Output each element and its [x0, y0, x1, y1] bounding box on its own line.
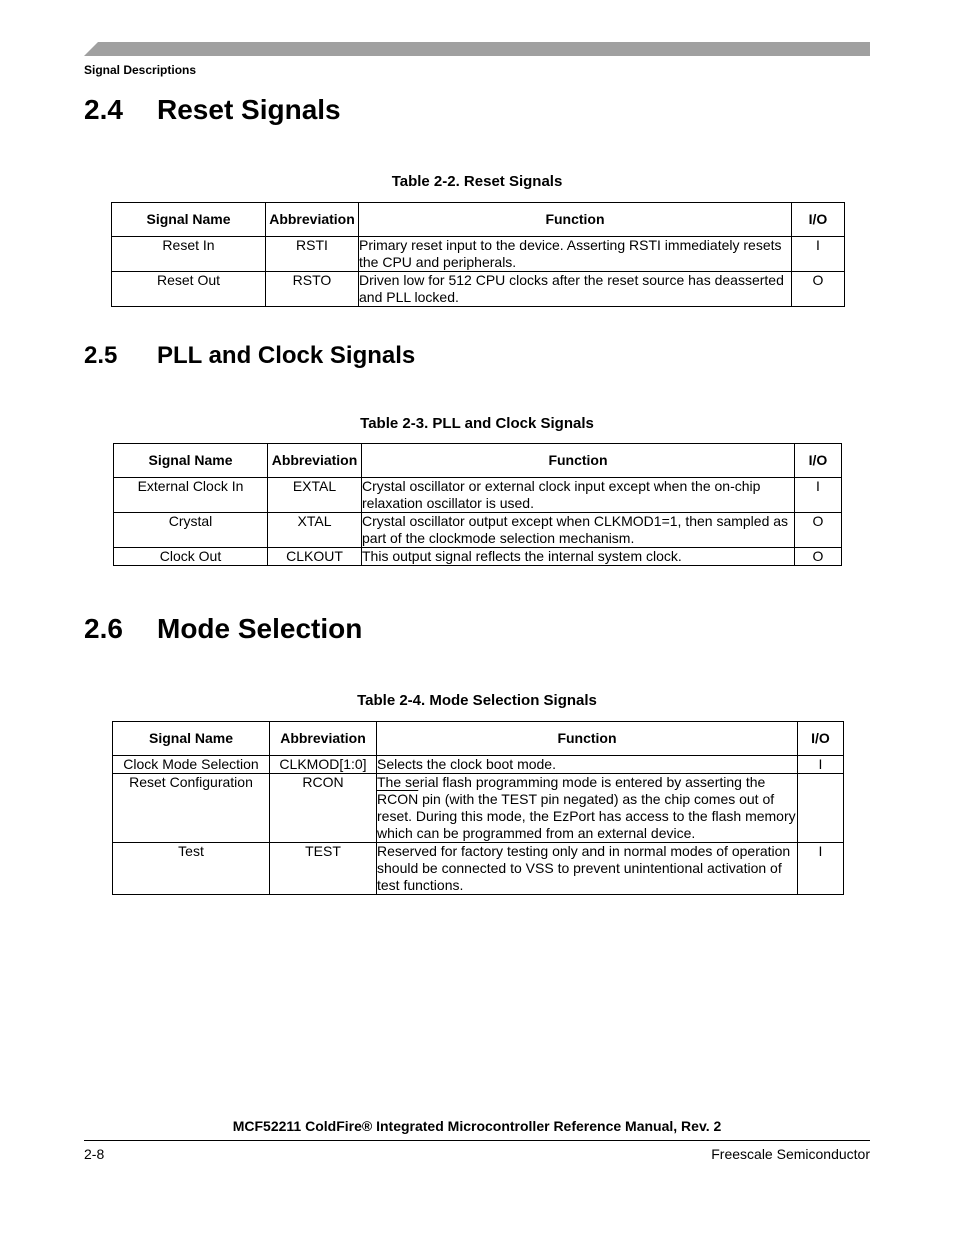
column-header: Signal Name [113, 722, 270, 756]
abbreviation-cell: CLKOUT [268, 548, 362, 566]
column-header: Function [359, 203, 792, 237]
io-cell: O [795, 513, 842, 548]
section-title: Reset Signals [157, 94, 341, 125]
section-number: 2.6 [84, 613, 123, 644]
function-cell: Reserved for factory testing only and in normal modes of operation should be connected to VSS to prevent unintentional activation of test functions. [377, 843, 798, 895]
signal-name-cell: Reset Out [112, 272, 266, 307]
table-caption: Table 2-3. PLL and Clock Signals [360, 415, 594, 432]
mode-selection-signals-table [112, 721, 844, 895]
abbreviation-cell: TEST [270, 843, 377, 895]
pll-clock-signals-table [113, 443, 842, 566]
table-row [112, 272, 845, 307]
abbreviation-cell: CLKMOD[1:0] [270, 756, 377, 774]
section-title: Mode Selection [157, 613, 363, 644]
section-number: 2.5 [84, 342, 118, 369]
footer-title: MCF52211 ColdFire® Integrated Microcontroller Reference Manual, Rev. 2 [232, 1118, 722, 1134]
section-title: PLL and Clock Signals [157, 342, 416, 369]
function-text: Primary reset input to the device. Asserting [359, 237, 630, 253]
signal-name-cell: External Clock In [114, 478, 268, 513]
signal-name-cell: Clock Mode Selection [113, 756, 270, 774]
table-row [113, 756, 844, 774]
reset-signals-table [111, 202, 845, 307]
abbreviation-cell [270, 774, 377, 843]
section-heading-pll [84, 342, 415, 370]
column-header: I/O [795, 444, 842, 478]
signal-name-cell: Test [113, 843, 270, 895]
column-header: Abbreviation [266, 203, 359, 237]
function-cell: Selects the clock boot mode. [377, 756, 798, 774]
function-cell [359, 237, 792, 272]
io-cell: I [798, 843, 844, 895]
signal-name-cell: Reset Configuration [113, 774, 270, 843]
table-header-row [112, 203, 845, 237]
io-cell: I [795, 478, 842, 513]
page-number: 2-8 [84, 1146, 105, 1162]
abbreviation-cell [266, 237, 359, 272]
io-cell: O [795, 548, 842, 566]
io-cell: I [792, 237, 845, 272]
active-low-abbreviation: RSTO [292, 272, 332, 288]
function-cell: Crystal oscillator or external clock input except when the on-chip relaxation oscillator is used. [362, 478, 795, 513]
abbreviation-cell: EXTAL [268, 478, 362, 513]
column-header: Function [362, 444, 795, 478]
company-name: Freescale Semiconductor [711, 1146, 870, 1162]
table-row [113, 774, 844, 843]
abbreviation-cell: XTAL [268, 513, 362, 548]
active-low-signal: RSTI [629, 237, 661, 253]
table-row [113, 843, 844, 895]
column-header: Abbreviation [270, 722, 377, 756]
column-header: Function [377, 722, 798, 756]
function-cell: This output signal reflects the internal system clock. [362, 548, 795, 566]
table-row [114, 513, 842, 548]
function-cell: Crystal oscillator output except when CLKMOD1=1, then sampled as part of the clockmode selection mechanism. [362, 513, 795, 548]
section-heading-reset [84, 94, 341, 126]
section-number: 2.4 [84, 94, 123, 125]
table-header-row [113, 722, 844, 756]
function-text: immediately resets the CPU and peripherals. [359, 237, 782, 270]
column-header: Abbreviation [268, 444, 362, 478]
running-head: Signal Descriptions [84, 63, 197, 77]
column-header: I/O [792, 203, 845, 237]
function-text: The serial flash programming mode is entered by asserting the [377, 774, 766, 790]
section-heading-mode [84, 613, 362, 645]
header-banner [84, 42, 870, 56]
table-header-row [114, 444, 842, 478]
io-cell [798, 774, 844, 843]
function-cell [377, 774, 798, 843]
column-header: Signal Name [114, 444, 268, 478]
active-low-abbreviation: RCON [302, 774, 344, 790]
abbreviation-cell [266, 272, 359, 307]
signal-name-cell: Crystal [114, 513, 268, 548]
function-cell: Driven low for 512 CPU clocks after the reset source has deasserted and PLL locked. [359, 272, 792, 307]
signal-name-cell: Clock Out [114, 548, 268, 566]
io-cell: O [792, 272, 845, 307]
active-low-signal: RCON [377, 791, 419, 807]
table-row [114, 548, 842, 566]
table-row [112, 237, 845, 272]
active-low-abbreviation: RSTI [296, 237, 328, 253]
footer-divider [84, 1140, 870, 1141]
table-caption: Table 2-4. Mode Selection Signals [357, 692, 597, 709]
io-cell: I [798, 756, 844, 774]
signal-name-cell: Reset In [112, 237, 266, 272]
function-text: pin (with the TEST pin negated) as the chip comes out of reset. During this mode, the EzPort has access to the flash memory which can be programmed from an external device. [377, 791, 796, 841]
table-caption: Table 2-2. Reset Signals [391, 173, 563, 190]
column-header: Signal Name [112, 203, 266, 237]
table-row [114, 478, 842, 513]
column-header: I/O [798, 722, 844, 756]
